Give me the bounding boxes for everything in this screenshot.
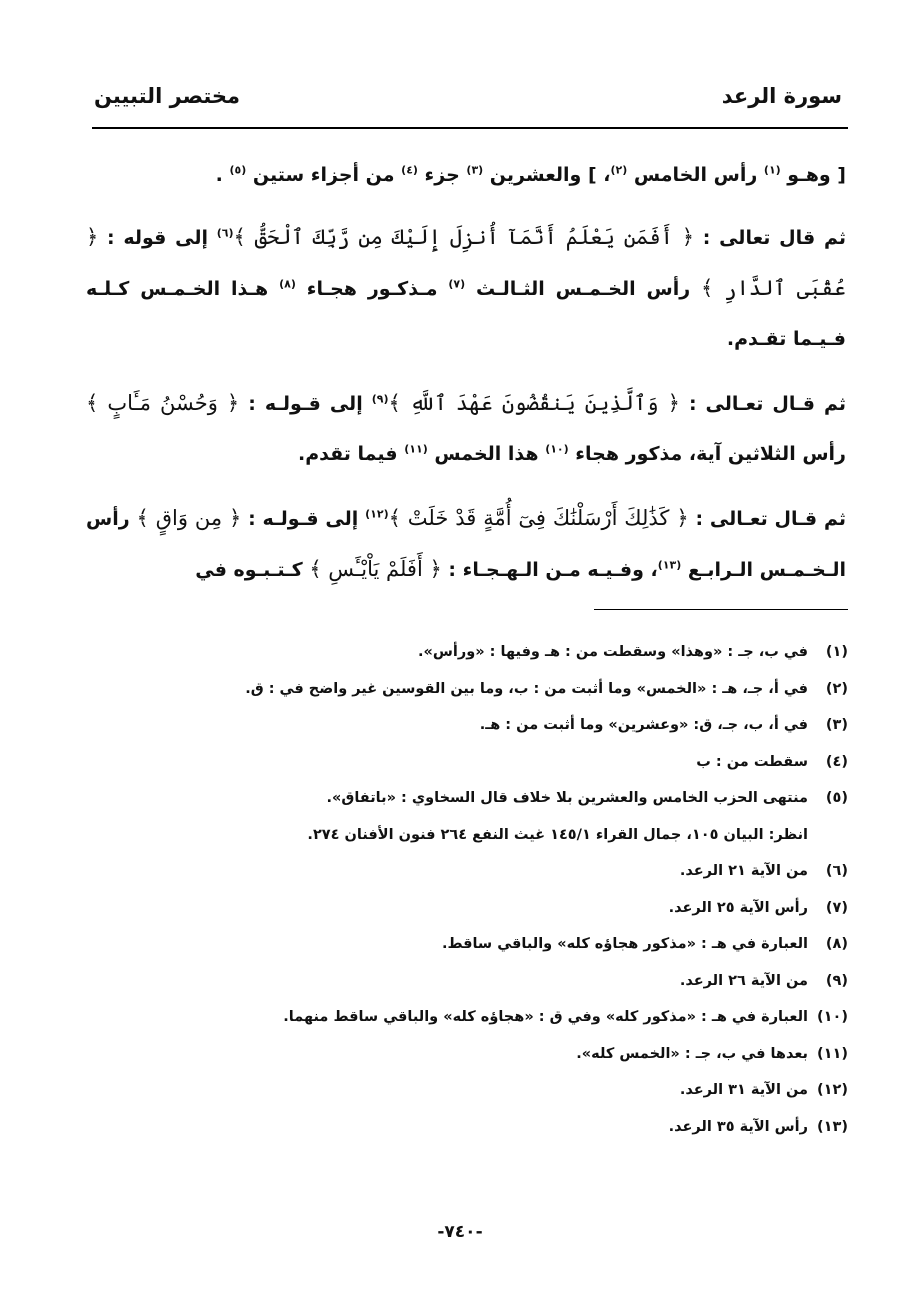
footnote-text: من الآية ٢٦ الرعد. [679,972,808,989]
footnote-ref: (٦) [216,226,234,240]
surah-title: سورة الرعد [721,84,842,108]
quran-quote: ﴿ وَحُسْنُ مَـَٔابٍ ﴾ [86,391,240,415]
footnote-text: من الآية ٣١ الرعد. [679,1082,808,1098]
footnote-number: (١٢) [817,1082,848,1098]
header-divider [92,127,848,129]
footnote-text: العبارة في هـ : «مذكور هجاؤه كله» والباقي ساقط. [441,936,808,952]
footnote-ref: (٢) [610,163,628,177]
quran-quote: ﴿ عُقْبَى ٱلدَّارِ ﴾ [86,225,846,300]
paragraph-1: [ وهـو $^{(١)}$ رأس الخامس $^{(٢)}$، ] والعشرين $^{(٣)}$ جزء $^{(٤)}$ من أجزاء ستين $^{(٥)}$ . [215,163,846,186]
footnote-ref: (١٠) [545,442,569,456]
footnote-number: (١٣) [817,1118,848,1135]
footnote-divider [594,609,848,610]
footnote-ref: (٣) [466,163,484,177]
footnote-ref: (٥) [229,163,247,177]
footnote-text: في ب، جـ : «وهذا» وسقطت من : هـ وفيها : «ورأس». [418,644,808,660]
footnote-number: (١) [825,644,848,660]
paragraph-2: ثم قال تعالى : ﴿ أَفَمَن يَعْلَمُ أَنَّمَآ أُنزِلَ إِلَيْكَ مِن رَّبِّكَ ٱلْحَقُّ ﴾$^{(٦)}$ إلى قوله : ﴿ عُقْبَى ٱلدَّارِ ﴾ رأس الخـمـس الثـالـث $^{(٧)}$ مـذكـور هجـاء $^{(٨)}$ هـذا الخـمـس كـلـه فـيـما تقـدم. [86,225,846,350]
quran-quote: ﴿ أَفَمَن يَعْلَمُ أَنَّمَآ أُنزِلَ إِلَيْكَ مِن رَّبِّكَ ٱلْحَقُّ ﴾ [233,225,695,249]
footnote-text: العبارة في هـ : «مذكور كله» وفي ق : «هجاؤه كله» والباقي ساقط منهما. [283,1009,808,1025]
footnote-number: (٤) [825,753,848,770]
footnote-item [100,1072,848,1109]
footnote-ref: (٧) [448,277,466,291]
footnote-number: (١٠) [817,1009,848,1025]
main-text [86,150,846,609]
footnote-text: منتهى الحزب الخامس والعشرين بلا خلاف قال السخاوي : «باتفاق». [326,790,808,806]
footnote-item [100,963,848,1000]
footnote-text: رأس الآية ٢٥ الرعد. [668,899,808,916]
footnotes [100,634,848,1145]
footnote-text: سقطت من : ب [696,753,808,770]
book-title: مختصر التبيين [94,84,241,108]
footnote-item [100,707,848,744]
footnote-ref: (١) [763,163,781,177]
footnote-item [100,1036,848,1073]
footnote-ref: (١٣) [657,558,682,572]
footnote-number: (٥) [825,790,848,806]
footnote-text: رأس الآية ٣٥ الرعد. [668,1118,808,1135]
footnote-text: في أ، ب، جـ، ق: «وعشرين» وما أثبت من : هـ. [479,717,808,733]
footnote-item [100,780,848,817]
paragraph-3: ثم قـال تعـالى : ﴿ وَٱلَّذِينَ يَنقُضُونَ عَهْدَ ٱللَّهِ ﴾$^{(٩)}$ إلى قـولـه : ﴿ وَحُسْنُ مَـَٔابٍ ﴾ رأس الثلاثين آية، مذكور هجاء $^{(١٠)}$ هذا الخمس $^{(١١)}$ فيما تقدم. [86,391,846,465]
footnote-item [100,926,848,963]
footnote-item [100,853,848,890]
footnote-number: (٣) [825,717,848,733]
footnote-number: (٩) [825,972,848,989]
footnote-text: بعدها في ب، جـ : «الخمس كله». [576,1045,808,1062]
footnote-item [100,1109,848,1146]
footnote-number: (١١) [817,1045,848,1062]
footnote-number: (٦) [825,863,848,879]
footnote-number: (٨) [825,936,848,952]
footnote-item [100,634,848,671]
quran-quote: ﴿ أَفَلَمْ يَاْيْـَٔسِ ﴾ [309,557,442,581]
footnote-text: من الآية ٢١ الرعد. [679,863,808,879]
quran-quote: ﴿ كَذَٰلِكَ أَرْسَلْنَٰكَ فِىٓ أُمَّةٍ قَدْ خَلَتْ ﴾ [388,506,689,530]
footnote-ref: (٩) [371,392,389,406]
footnote-ref: (١١) [404,442,428,456]
page-number: -٧٤٠- [437,1222,483,1242]
footnote-item [100,890,848,927]
footnote-continuation: انظر: البيان ١٠٥، جمال القراء ١٤٥/١ غيث النفع ٢٦٤ فنون الأفنان ٢٧٤. [307,826,808,843]
footnote-number: (٧) [825,899,848,916]
footnote-number: (٢) [825,680,848,697]
quran-quote: ﴿ وَٱلَّذِينَ يَنقُضُونَ عَهْدَ ٱللَّهِ ﴾ [388,391,680,415]
quran-quote: ﴿ مِن وَاقٍ ﴾ [136,506,242,530]
footnote-item [100,744,848,781]
footnote-item [100,671,848,708]
footnote-ref: (١٢) [365,507,389,521]
paragraph-4: ثم قـال تعـالى : ﴿ كَذَٰلِكَ أَرْسَلْنَٰكَ فِىٓ أُمَّةٍ قَدْ خَلَتْ ﴾$^{(١٢)}$ إلى قـولـه : ﴿ مِن وَاقٍ ﴾ رأس الـخـمـس الـرابـع $^{(١٣)}$، وفـيـه مـن الـهـجـاء : ﴿ أَفَلَمْ يَاْيْـَٔسِ ﴾ كـتـبـوه في [86,506,846,581]
footnote-ref: (٨) [279,277,296,291]
footnote-text: في أ، جـ، هـ : «الخمس» وما أثبت من : ب، وما بين القوسين غير واضح في : ق. [245,680,808,697]
footnote-ref: (٤) [401,163,418,177]
footnote-item [100,999,848,1036]
